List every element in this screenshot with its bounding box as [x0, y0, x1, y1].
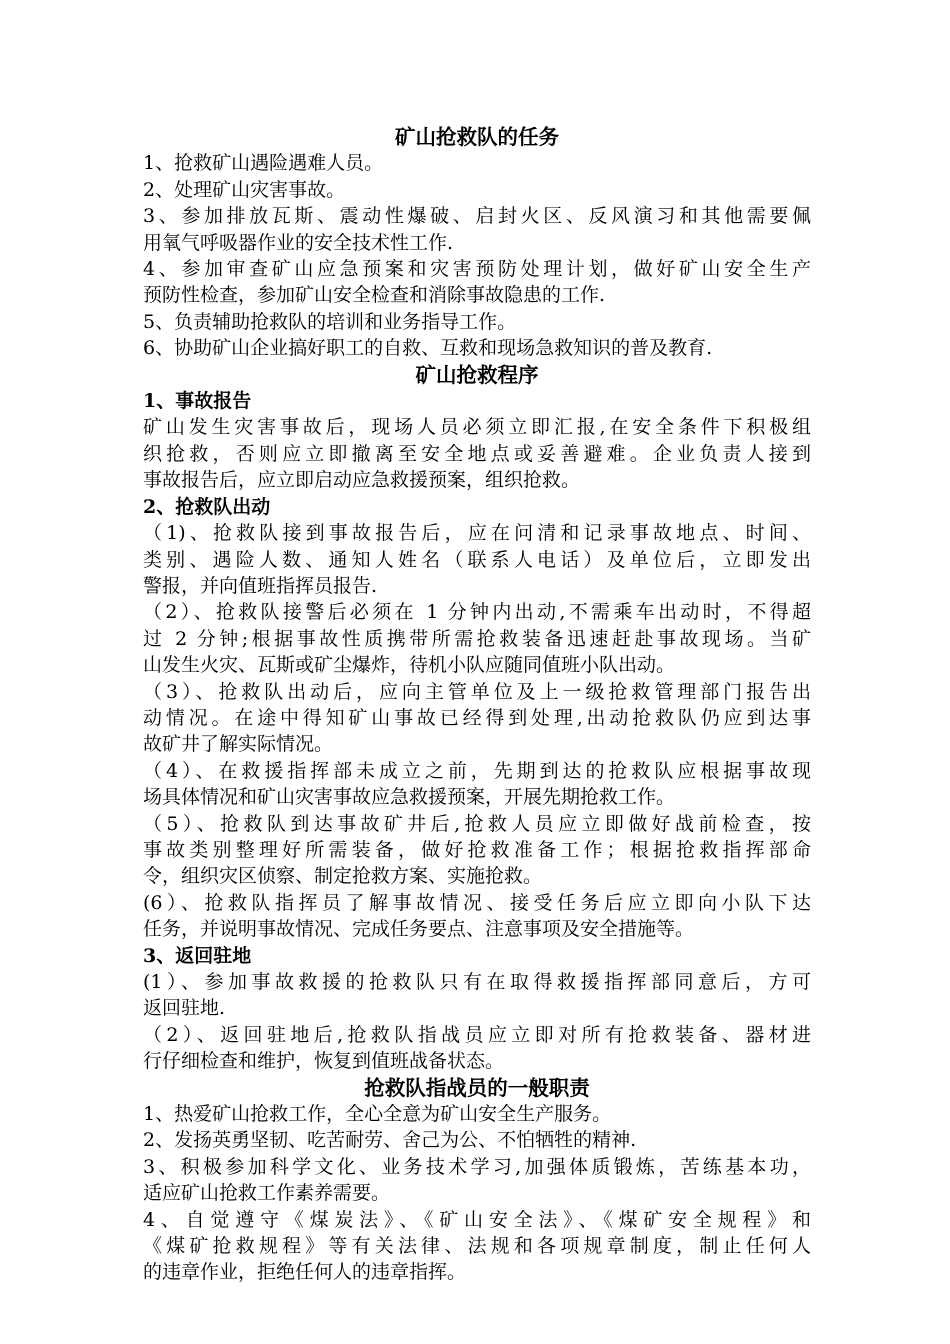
- duties-line-7: 的违章作业，拒绝任何人的违章指挥。: [143, 1261, 467, 1284]
- tasks-line-1: 1、抢救矿山遇险遇难人员。: [143, 152, 384, 175]
- dispatch-line-9: 故矿井了解实际情况。: [143, 733, 334, 756]
- tasks-line-8: 6、协助矿山企业搞好职工的自救、互救和现场急救知识的普及教育.: [143, 337, 713, 360]
- dispatch-line-15: (6）、抢救队指挥员了解事故情况、接受任务后应立即向小队下达: [143, 891, 811, 914]
- dispatch-line-7: （3）、抢救队出动后，应向主管单位及上一级抢救管理部门报告出: [143, 680, 811, 703]
- subheading-dispatch: 2、抢救队出动: [143, 495, 271, 518]
- dispatch-line-3: 警报，并向值班指挥员报告.: [143, 574, 378, 597]
- tasks-line-5: 4、参加审查矿山应急预案和灾害预防处理计划，做好矿山安全生产: [143, 258, 811, 281]
- duties-line-2: 2、发扬英勇坚韧、吃苦耐劳、舍己为公、不怕牺牲的精神.: [143, 1129, 637, 1152]
- report-line-3: 事故报告后，应立即启动应急救援预案，组织抢救。: [143, 469, 581, 492]
- subheading-report: 1、事故报告: [143, 390, 252, 413]
- section-title-procedure: 矿山抢救程序: [415, 362, 539, 387]
- dispatch-line-1: （1)、抢救队接到事故报告后，应在问清和记录事故地点、时间、: [143, 522, 811, 545]
- dispatch-line-8: 动情况。在途中得知矿山事故已经得到处理,出动抢救队仍应到达事: [143, 706, 811, 729]
- return-line-3: （2）、返回驻地后,抢救队指战员应立即对所有抢救装备、器材进: [143, 1023, 811, 1046]
- tasks-line-4: 用氧气呼吸器作业的安全技术性工作.: [143, 231, 454, 254]
- report-line-2: 织抢救，否则应立即撤离至安全地点或妥善避难。企业负责人接到: [143, 442, 811, 465]
- dispatch-line-6: 山发生火灾、瓦斯或矿尘爆炸，待机小队应随同值班小队出动。: [143, 654, 676, 677]
- dispatch-line-13: 事故类别整理好所需装备，做好抢救准备工作；根据抢救指挥部命: [143, 838, 811, 861]
- return-line-2: 返回驻地.: [143, 997, 226, 1020]
- tasks-line-7: 5、负责辅助抢救队的培训和业务指导工作。: [143, 310, 517, 333]
- duties-line-4: 适应矿山抢救工作素养需要。: [143, 1182, 391, 1205]
- report-line-1: 矿山发生灾害事故后，现场人员必须立即汇报,在安全条件下积极组: [143, 416, 811, 439]
- dispatch-line-16: 任务，并说明事故情况、完成任务要点、注意事项及安全措施等。: [143, 918, 695, 941]
- section-title-tasks: 矿山抢救队的任务: [395, 125, 559, 149]
- tasks-line-6: 预防性检查，参加矿山安全检查和消除事故隐患的工作.: [143, 284, 606, 307]
- dispatch-line-11: 场具体情况和矿山灾害事故应急救援预案，开展先期抢救工作。: [143, 786, 676, 809]
- dispatch-line-12: （5）、抢救队到达事故矿井后,抢救人员应立即做好战前检查，按: [143, 812, 811, 835]
- dispatch-line-5: 过 2 分钟;根据事故性质携带所需抢救装备迅速赶赴事故现场。当矿: [143, 627, 811, 650]
- return-line-1: (1）、参加事故救援的抢救队只有在取得救援指挥部同意后，方可: [143, 971, 811, 993]
- tasks-line-3: 3、参加排放瓦斯、震动性爆破、启封火区、反风演习和其他需要佩: [143, 205, 811, 228]
- dispatch-line-4: （2）、抢救队接警后必须在 1 分钟内出动,不需乘车出动时，不得超: [143, 601, 811, 624]
- document-body: [143, 124, 811, 1286]
- duties-line-6: 《煤矿抢救规程》等有关法律、法规和各项规章制度，制止任何人: [143, 1235, 811, 1258]
- dispatch-line-10: （4）、在救援指挥部未成立之前，先期到达的抢救队应根据事故现: [143, 759, 811, 782]
- duties-line-1: 1、热爱矿山抢救工作，全心全意为矿山安全生产服务。: [143, 1103, 612, 1126]
- subheading-return: 3、返回驻地: [143, 944, 252, 967]
- dispatch-line-2: 类别、遇险人数、通知人姓名（联系人电话）及单位后，立即发出: [143, 548, 811, 571]
- return-line-4: 行仔细检查和维护，恢复到值班战备状态。: [143, 1050, 505, 1073]
- duties-line-5: 4、自觉遵守《煤炭法》、《矿山安全法》、《煤矿安全规程》和: [143, 1208, 811, 1231]
- section-title-duties: 抢救队指战员的一般职责: [364, 1075, 590, 1100]
- tasks-line-2: 2、处理矿山灾害事故。: [143, 178, 346, 201]
- dispatch-line-14: 令，组织灾区侦察、制定抢救方案、实施抢救。: [143, 865, 543, 888]
- duties-line-3: 3、积极参加科学文化、业务技术学习,加强体质锻炼，苦练基本功，: [143, 1155, 811, 1178]
